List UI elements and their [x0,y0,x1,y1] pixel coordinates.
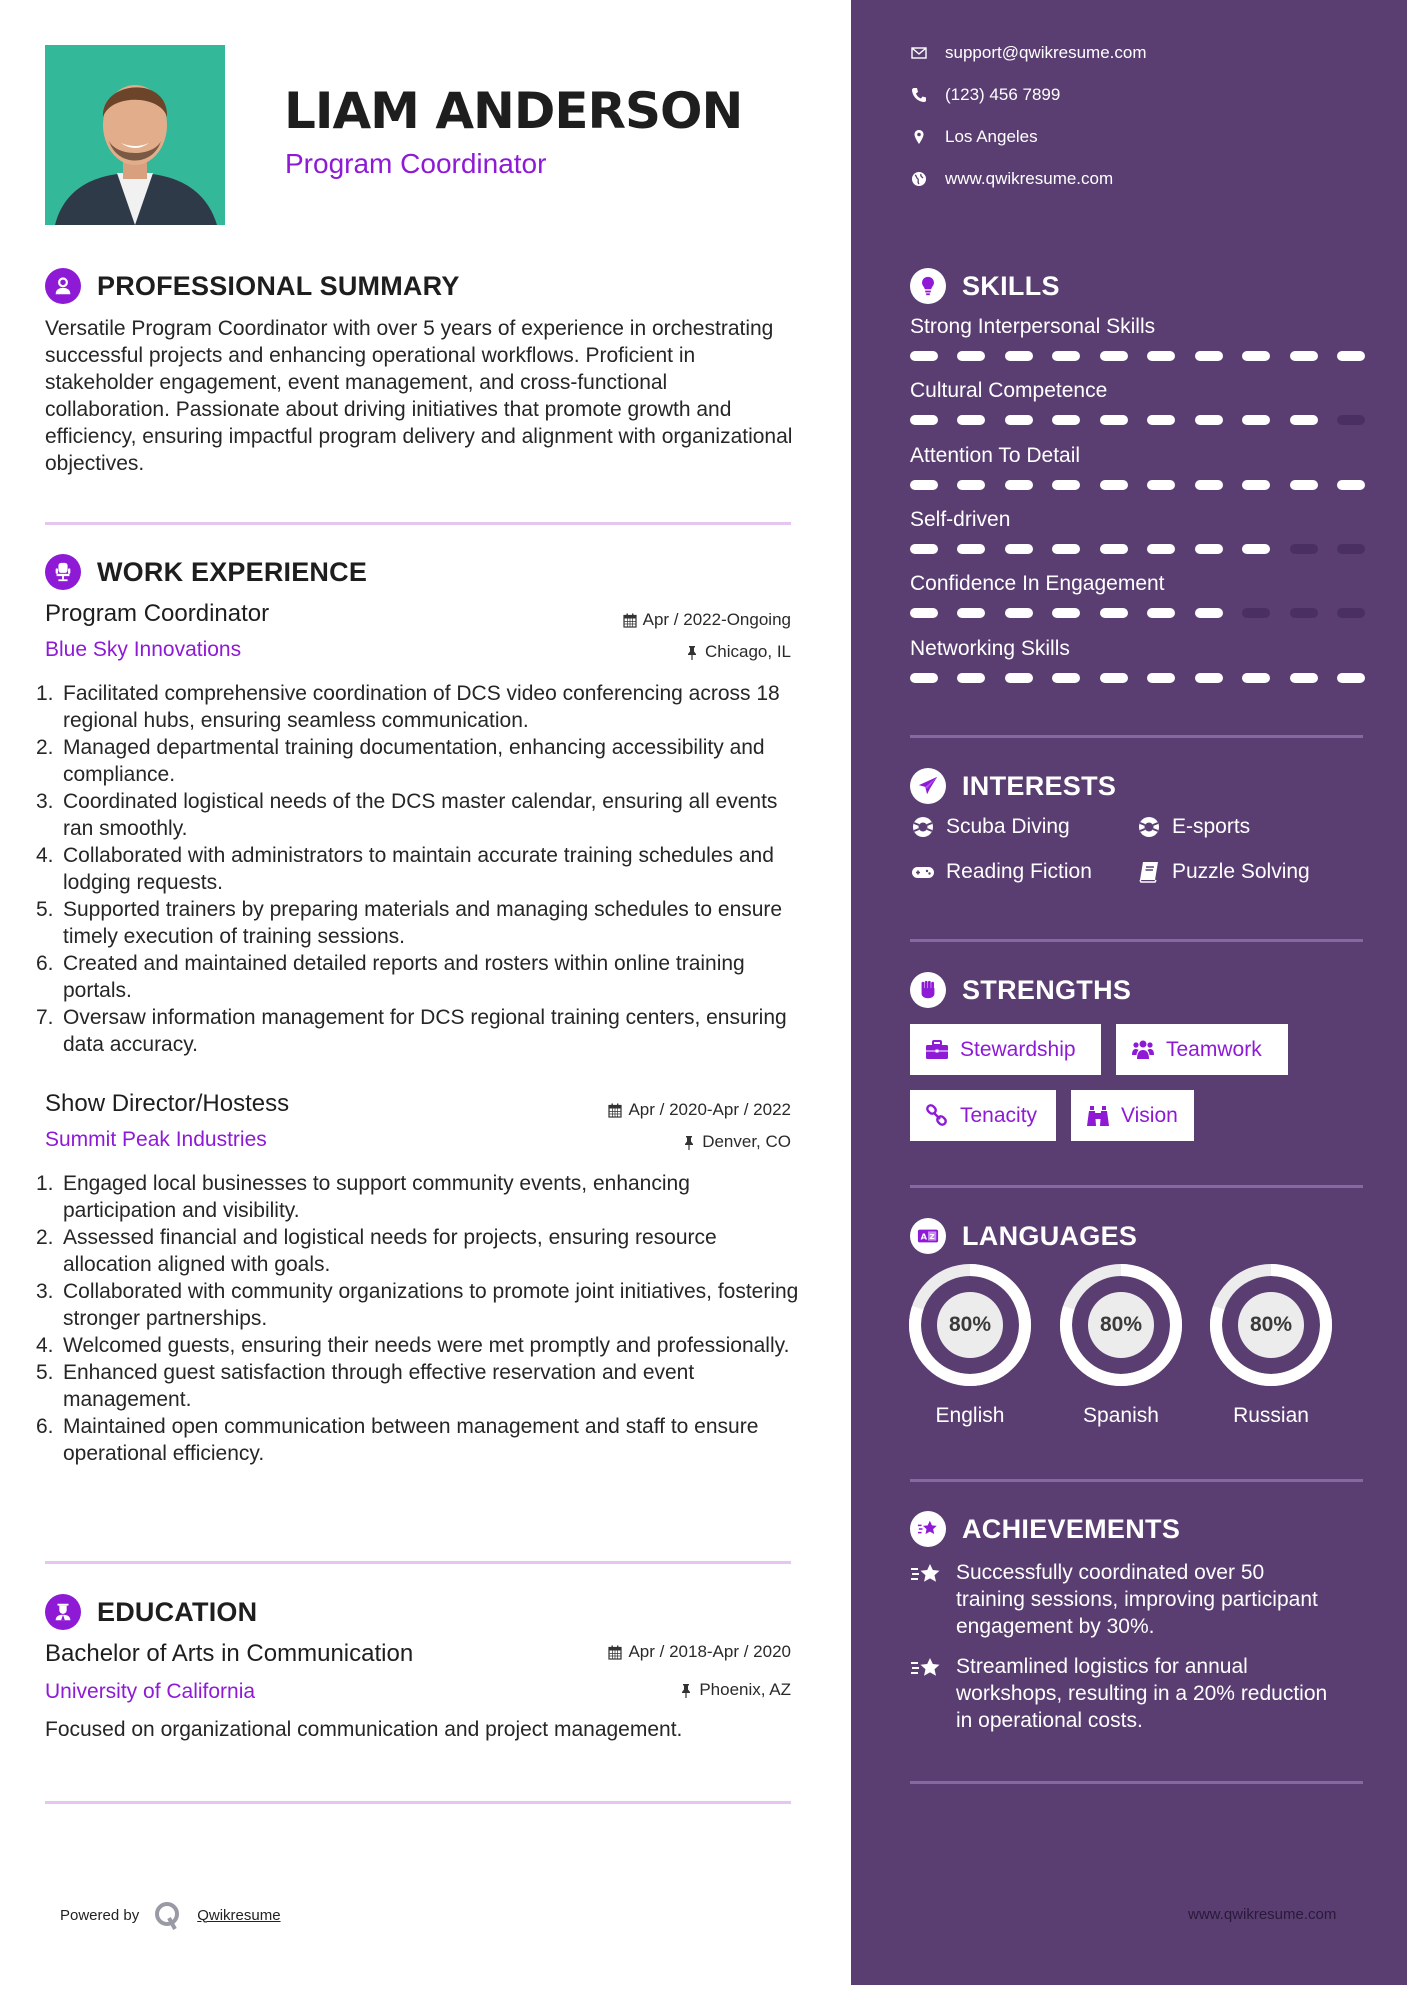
skill-name: Confidence In Engagement [910,572,1165,595]
rating-dot-filled [957,415,985,425]
contact-phone[interactable]: (123) 456 7899 [910,85,1060,105]
bullet-item: 3. Coordinated logistical needs of the DCS master calendar, ensuring all events ran smoothly. [36,790,778,840]
rating-dot-filled [1100,480,1128,490]
bullet-item: 1. Engaged local businesses to support community events, enhancing participation and visibility. [36,1172,690,1222]
language-name: English [935,1404,1005,1427]
rating-dot-filled [1005,608,1033,618]
language-percent: 80% [948,1313,992,1336]
summary-text: Versatile Program Coordinator with over 5 years of experience in orchestrating successful projects and enhancing operational workflows. Proficient in stakeholder engagement, event management, and cross-functional collaboration. Passionate about driving initiatives that promote growth and efficiency, ensuring impactful program delivery and alignment with organizational objectives. [45,317,793,475]
job-dates [623,610,791,630]
lightbulb-icon [910,268,946,304]
binoculars-icon [1085,1104,1111,1128]
skill-rating-bar [910,415,1365,425]
rating-dot-filled [1005,544,1033,554]
rating-dot-filled [1242,673,1270,683]
phone-icon [910,86,928,104]
education-location [679,1680,791,1700]
rating-dot-filled [1195,544,1223,554]
interest-item: Scuba Diving [910,815,1070,839]
sidebar-divider [910,1479,1363,1482]
job-location-text: Chicago, IL [705,642,791,661]
bullet-item: 6. Created and maintained detailed reports and rosters within online training portals. [36,952,745,1002]
rating-dot-filled [1242,544,1270,554]
contact-location: Los Angeles [910,127,1038,147]
rating-dot-filled [1100,351,1128,361]
job-bullets [36,680,801,1058]
skill-item [910,315,1365,361]
bullet-item: 6. Maintained open communication between management and staff to ensure operational efficiency. [36,1415,759,1465]
skill-rating-bar [910,351,1365,361]
rating-dot-filled [1052,673,1080,683]
summary-heading [45,268,460,304]
skills-title: SKILLS [962,270,1060,301]
rating-dot-filled [910,544,938,554]
achievement-item: Streamlined logistics for annual workshops, resulting in a 20% reduction in operational costs. [910,1653,1330,1734]
rating-dot-filled [910,480,938,490]
rating-dot-filled [1195,608,1223,618]
pushpin-icon [685,645,699,660]
skill-name: Self-driven [910,508,1011,531]
bullet-item: 3. Collaborated with community organizations to promote joint initiatives, fostering stronger partnerships. [36,1280,799,1330]
rating-dot-filled [1052,608,1080,618]
job-location-text: Denver, CO [702,1132,791,1151]
bullet-item: 1. Facilitated comprehensive coordination of DCS video conferencing across 18 regional hubs, ensuring seamless communication. [36,682,780,732]
rating-dot-filled [1100,544,1128,554]
rating-dot-filled [1005,673,1033,683]
rating-dot-filled [1052,415,1080,425]
svg-text:A: A [920,1231,928,1242]
profile-photo [45,45,225,225]
qwikresume-logo-icon [153,1900,183,1930]
rating-dot-empty [1337,544,1365,554]
rating-dot-filled [957,480,985,490]
calendar-icon [623,613,637,628]
sidebar-divider [910,1185,1363,1188]
rating-dot-empty [1337,608,1365,618]
language-item [909,1264,1031,1428]
skill-item [910,379,1365,425]
life-ring-icon [910,815,936,839]
job-company: Summit Peak Industries [45,1128,267,1151]
strength-chip: Tenacity [910,1090,1056,1141]
rating-dot-filled [1052,351,1080,361]
rating-dot-filled [957,608,985,618]
interest-item: E-sports [1136,815,1250,839]
office-chair-icon [45,554,81,590]
skill-rating-bar [910,608,1365,618]
translate-icon [910,1218,946,1254]
rating-dot-filled [1052,544,1080,554]
language-percent: 80% [1099,1313,1143,1336]
bullet-item: 2. Managed departmental training documentation, enhancing accessibility and compliance. [36,736,765,786]
strengths-title: STRENGTHS [962,974,1132,1005]
degree-title: Bachelor of Arts in Communication [45,1640,414,1667]
rating-dot-filled [1290,480,1318,490]
rating-dot-filled [1147,673,1175,683]
rating-dot-filled [1337,351,1365,361]
powered-by [60,1900,281,1930]
job-dates [608,1100,791,1120]
rating-dot-filled [910,673,938,683]
language-ring [909,1264,1031,1386]
rating-dot-filled [910,608,938,618]
skill-rating-bar [910,544,1365,554]
rating-dot-filled [1290,673,1318,683]
rating-dot-filled [1147,608,1175,618]
rating-dot-filled [1195,480,1223,490]
svg-text:Z: Z [929,1232,935,1242]
interests-title: INTERESTS [962,770,1117,801]
skill-name: Networking Skills [910,637,1070,660]
rating-dot-empty [1242,608,1270,618]
skill-item [910,508,1365,554]
education-heading [45,1594,257,1630]
person-photo-icon [45,45,225,225]
education-dates-text: Apr / 2018-Apr / 2020 [628,1642,791,1661]
rating-dot-filled [1337,480,1365,490]
language-item [1210,1264,1332,1428]
rating-dot-filled [1290,415,1318,425]
bullet-item: 5. Enhanced guest satisfaction through effective reservation and event management. [36,1361,695,1411]
shooting-star-icon [910,1561,942,1589]
job-dates-text: Apr / 2020-Apr / 2022 [628,1100,791,1119]
bullet-item: 7. Oversaw information management for DCS regional training centers, ensuring data accuracy. [36,1006,787,1056]
education-dates [608,1642,791,1662]
rating-dot-filled [1147,544,1175,554]
skill-rating-bar [910,480,1365,490]
summary-title: PROFESSIONAL SUMMARY [97,270,460,301]
experience-heading [45,554,367,590]
rating-dot-empty [1290,544,1318,554]
section-divider [45,1801,791,1804]
rating-dot-filled [1337,673,1365,683]
education-location-text: Phoenix, AZ [699,1680,791,1699]
rating-dot-filled [957,673,985,683]
job-dates-text: Apr / 2022-Ongoing [642,610,791,629]
fist-icon [910,972,946,1008]
sidebar-divider [910,735,1363,738]
rating-dot-filled [910,351,938,361]
rating-dot-filled [1147,415,1175,425]
pushpin-icon [679,1683,693,1698]
rating-dot-filled [1147,351,1175,361]
calendar-icon [608,1103,622,1118]
rating-dot-filled [957,351,985,361]
life-ring-icon [1136,815,1162,839]
skill-item [910,637,1365,683]
languages-title: LANGUAGES [962,1220,1138,1251]
book-icon [1136,860,1162,884]
globe-icon [910,170,928,188]
pushpin-icon [682,1135,696,1150]
bullet-item: 4. Welcomed guests, ensuring their needs were met promptly and professionally. [36,1334,790,1357]
rating-dot-filled [1005,351,1033,361]
rating-dot-filled [1100,673,1128,683]
experience-title: WORK EXPERIENCE [97,556,368,587]
user-icon [45,268,81,304]
skill-item [910,572,1365,618]
bullet-item: 5. Supported trainers by preparing materials and managing schedules to ensure timely execution of training sessions. [36,898,783,948]
language-percent: 80% [1249,1313,1293,1336]
job-title: Program Coordinator [45,600,270,627]
job-title: Show Director/Hostess [45,1090,290,1117]
rating-dot-empty [1337,415,1365,425]
rating-dot-filled [1147,480,1175,490]
interest-item: Reading Fiction [910,860,1092,884]
skill-name: Strong Interpersonal Skills [910,315,1156,338]
section-divider [45,1561,791,1564]
language-name: Spanish [1083,1404,1159,1427]
map-marker-icon [910,128,928,146]
calendar-icon [608,1645,622,1660]
bullet-item: 4. Collaborated with administrators to maintain accurate training schedules and lodging requests. [36,844,774,894]
gamepad-icon [910,860,936,884]
rating-dot-filled [1242,351,1270,361]
achievements-title: ACHIEVEMENTS [962,1513,1181,1544]
job-location [682,1132,791,1152]
rating-dot-filled [1195,351,1223,361]
rating-dot-filled [1100,415,1128,425]
language-ring [1210,1264,1332,1386]
language-name: Russian [1233,1404,1309,1427]
rating-dot-filled [910,415,938,425]
rating-dot-filled [1052,480,1080,490]
users-icon [1130,1038,1156,1062]
link-icon [924,1104,950,1128]
education-title: EDUCATION [97,1596,258,1627]
contact-website[interactable]: www.qwikresume.com [910,169,1113,189]
education-description: Focused on organizational communication and project management. [45,1718,683,1741]
candidate-name: LIAM ANDERSON [284,82,743,140]
rating-dot-filled [1005,480,1033,490]
rating-dot-filled [1005,415,1033,425]
interest-item: Puzzle Solving [1136,860,1310,884]
job-bullets [36,1170,801,1467]
skill-name: Cultural Competence [910,379,1108,402]
strengths-heading [910,972,1131,1008]
graduate-icon [45,1594,81,1630]
powered-by-label: Powered by [60,1906,140,1924]
footer-website[interactable]: www.qwikresume.com [1188,1906,1337,1923]
rating-dot-filled [1195,673,1223,683]
rating-dot-filled [1195,415,1223,425]
shooting-star-icon [910,1511,946,1547]
skills-heading [910,268,1060,304]
briefcase-icon [924,1038,950,1062]
sidebar-divider [910,1781,1363,1784]
rating-dot-filled [957,544,985,554]
bullet-item: 2. Assessed financial and logistical needs for projects, ensuring resource allocation aligned with goals. [36,1226,717,1276]
skill-name: Attention To Detail [910,444,1081,467]
interests-heading [910,768,1116,804]
achievements-heading [910,1511,1180,1547]
strength-chip: Stewardship [910,1024,1101,1075]
sidebar-divider [910,939,1363,942]
language-item [1060,1264,1182,1428]
job-location [685,642,791,662]
contact-email[interactable]: support@qwikresume.com [910,43,1147,63]
skill-item [910,444,1365,490]
job-company: Blue Sky Innovations [45,638,242,661]
envelope-icon [910,44,928,62]
strength-chip: Teamwork [1116,1024,1288,1075]
section-divider [45,522,791,525]
strength-chip: Vision [1071,1090,1194,1141]
shooting-star-icon [910,1655,942,1683]
achievement-item: Successfully coordinated over 50 training sessions, improving participant engagement by 30%. [910,1559,1330,1640]
paper-plane-icon [910,768,946,804]
rating-dot-filled [1290,351,1318,361]
rating-dot-filled [1242,480,1270,490]
candidate-title: Program Coordinator [285,148,547,179]
skill-rating-bar [910,673,1365,683]
language-ring [1060,1264,1182,1386]
qwikresume-link[interactable]: Qwikresume [197,1906,281,1924]
rating-dot-empty [1290,608,1318,618]
rating-dot-filled [1242,415,1270,425]
school-name: University of California [45,1680,256,1703]
rating-dot-filled [1100,608,1128,618]
languages-heading [910,1218,1137,1254]
